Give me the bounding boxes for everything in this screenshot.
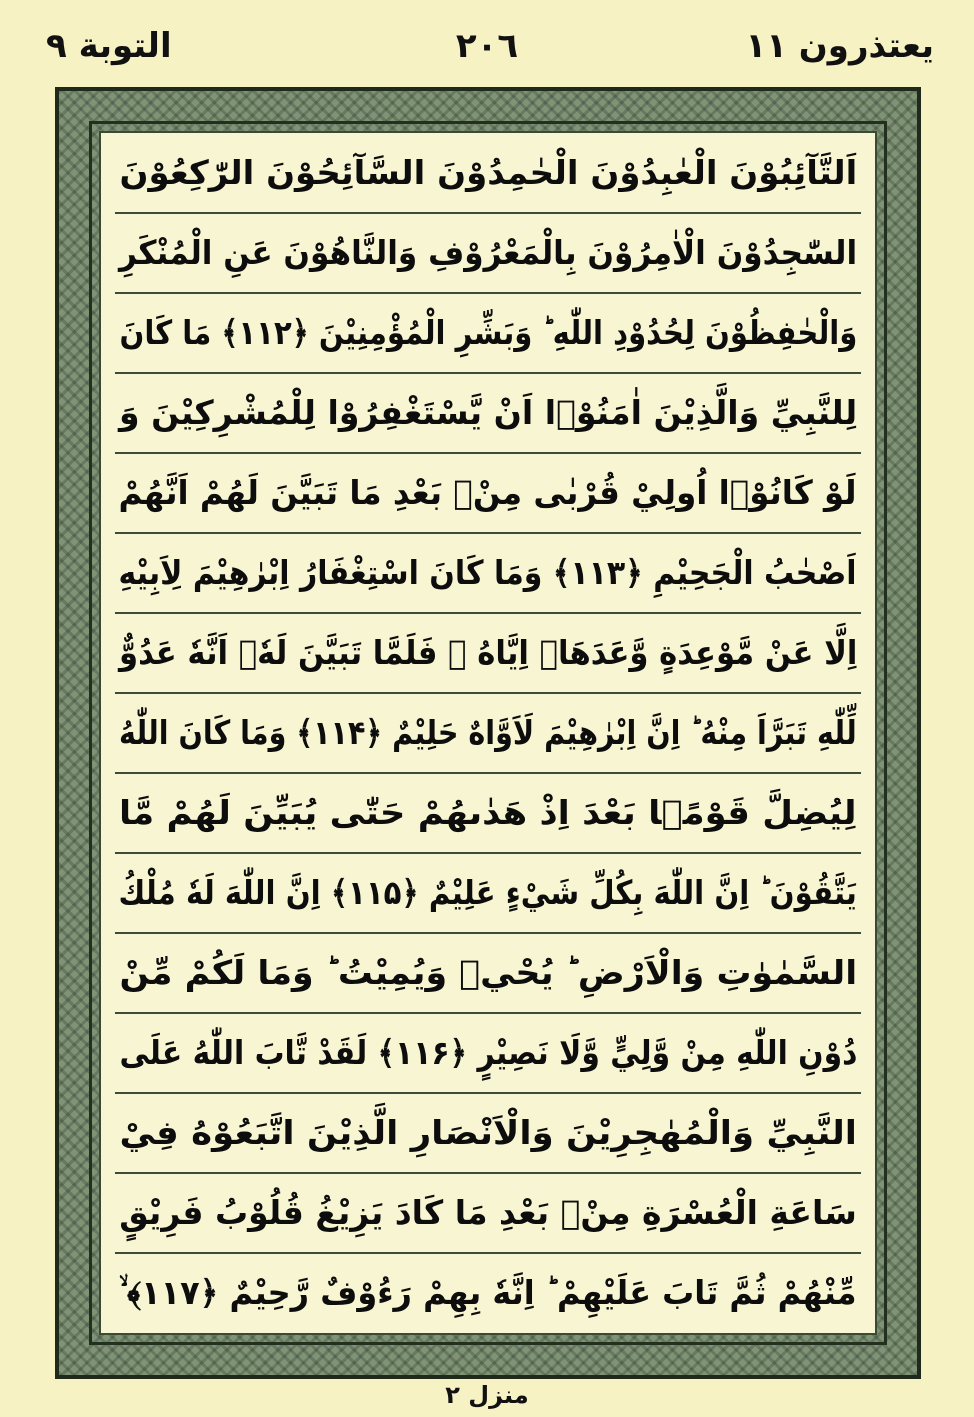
text-line <box>115 1173 861 1254</box>
line-text: دُوْنِ اللّٰهِ مِنْ وَّلِيٍّ وَّلَا نَصِيْرٍ ﴿۱۱۶﴾ لَقَدْ تَّابَ اللّٰهُ عَلَى <box>119 1033 857 1072</box>
manzil-label: منزل ۲ <box>445 1381 529 1409</box>
line-text: سَاعَةِ الْعُسْرَةِ مِنْۢ بَعْدِ مَا كَادَ يَزِيْغُ قُلُوْبُ فَرِيْقٍ <box>119 1193 857 1232</box>
text-line <box>115 1253 861 1332</box>
text-line <box>115 773 861 854</box>
line-text: لِلنَّبِيِّ وَالَّذِيْنَ اٰمَنُوْۤا اَنْ يَّسْتَغْفِرُوْا لِلْمُشْرِكِيْنَ وَ <box>118 393 858 432</box>
line-text: اَصْحٰبُ الْجَحِيْمِ ﴿۱۱۳﴾ وَمَا كَانَ اسْتِغْفَارُ اِبْرٰهِيْمَ لِاَبِيْهِ <box>118 553 858 592</box>
surah-title: التوبة ٩ <box>46 26 172 66</box>
text-line <box>115 1013 861 1094</box>
line-text: اِلَّا عَنْ مَّوْعِدَةٍ وَّعَدَهَاۤ اِيَّاهُ ۚ فَلَمَّا تَبَيَّنَ لَهٗۤ اَنَّهٗ عَدُوٌّ <box>118 633 858 672</box>
line-text: يَتَّقُوْنَ ؕ اِنَّ اللّٰهَ بِكُلِّ شَيْءٍ عَلِيْمٌ ﴿۱۱۵﴾ اِنَّ اللّٰهَ لَهٗ مُلْكُ <box>118 873 858 912</box>
text-line <box>115 213 861 294</box>
text-line <box>115 933 861 1014</box>
line-text: لَوْ كَانُوْۤا اُولِيْ قُرْبٰى مِنْۢ بَعْدِ مَا تَبَيَّنَ لَهُمْ اَنَّهُمْ <box>118 473 858 512</box>
text-line <box>115 1093 861 1174</box>
text-line <box>115 613 861 694</box>
text-line <box>115 293 861 374</box>
text-line <box>115 693 861 774</box>
line-text: السَّمٰوٰتِ وَالْاَرْضِ ؕ يُحْيٖ وَيُمِيْتُ ؕ وَمَا لَكُمْ مِّنْ <box>119 953 857 992</box>
ornamental-border <box>55 87 921 1379</box>
text-panel <box>99 131 877 1335</box>
line-text: اَلتَّآئِبُوْنَ الْعٰبِدُوْنَ الْحٰمِدُوْنَ السَّآئِحُوْنَ الرّٰكِعُوْنَ <box>119 153 857 192</box>
text-line <box>115 453 861 534</box>
juz-title: يعتذرون ١١ <box>745 26 934 66</box>
line-text: السّٰجِدُوْنَ الْاٰمِرُوْنَ بِالْمَعْرُوْفِ وَالنَّاهُوْنَ عَنِ الْمُنْكَرِ <box>118 233 858 272</box>
text-line <box>115 133 861 214</box>
line-text: مِّنْهُمْ ثُمَّ تَابَ عَلَيْهِمْ ؕ اِنَّهٗ بِهِمْ رَءُوْفٌ رَّحِيْمٌ ﴿۱۱۷﴾ ۙ <box>119 1272 857 1312</box>
text-line <box>115 373 861 454</box>
line-text: لِيُضِلَّ قَوْمًۢا بَعْدَ اِذْ هَدٰىهُمْ حَتّٰى يُبَيِّنَ لَهُمْ مَّا <box>119 793 857 832</box>
page-number: ٢٠٦ <box>455 26 519 66</box>
page-header <box>0 26 974 76</box>
text-line <box>115 853 861 934</box>
text-line <box>115 533 861 614</box>
line-text: النَّبِيِّ وَالْمُهٰجِرِيْنَ وَالْاَنْصَارِ الَّذِيْنَ اتَّبَعُوْهُ فِيْ <box>119 1113 857 1152</box>
line-text: وَالْحٰفِظُوْنَ لِحُدُوْدِ اللّٰهِ ؕ وَبَشِّرِ الْمُؤْمِنِيْنَ ﴿۱۱۲﴾ مَا كَانَ <box>119 313 857 352</box>
line-text: لِّلّٰهِ تَبَرَّاَ مِنْهُ ؕ اِنَّ اِبْرٰهِيْمَ لَاَوَّاهٌ حَلِيْمٌ ﴿۱۱۴﴾ وَمَا كَانَ اللّٰهُ <box>119 713 857 752</box>
